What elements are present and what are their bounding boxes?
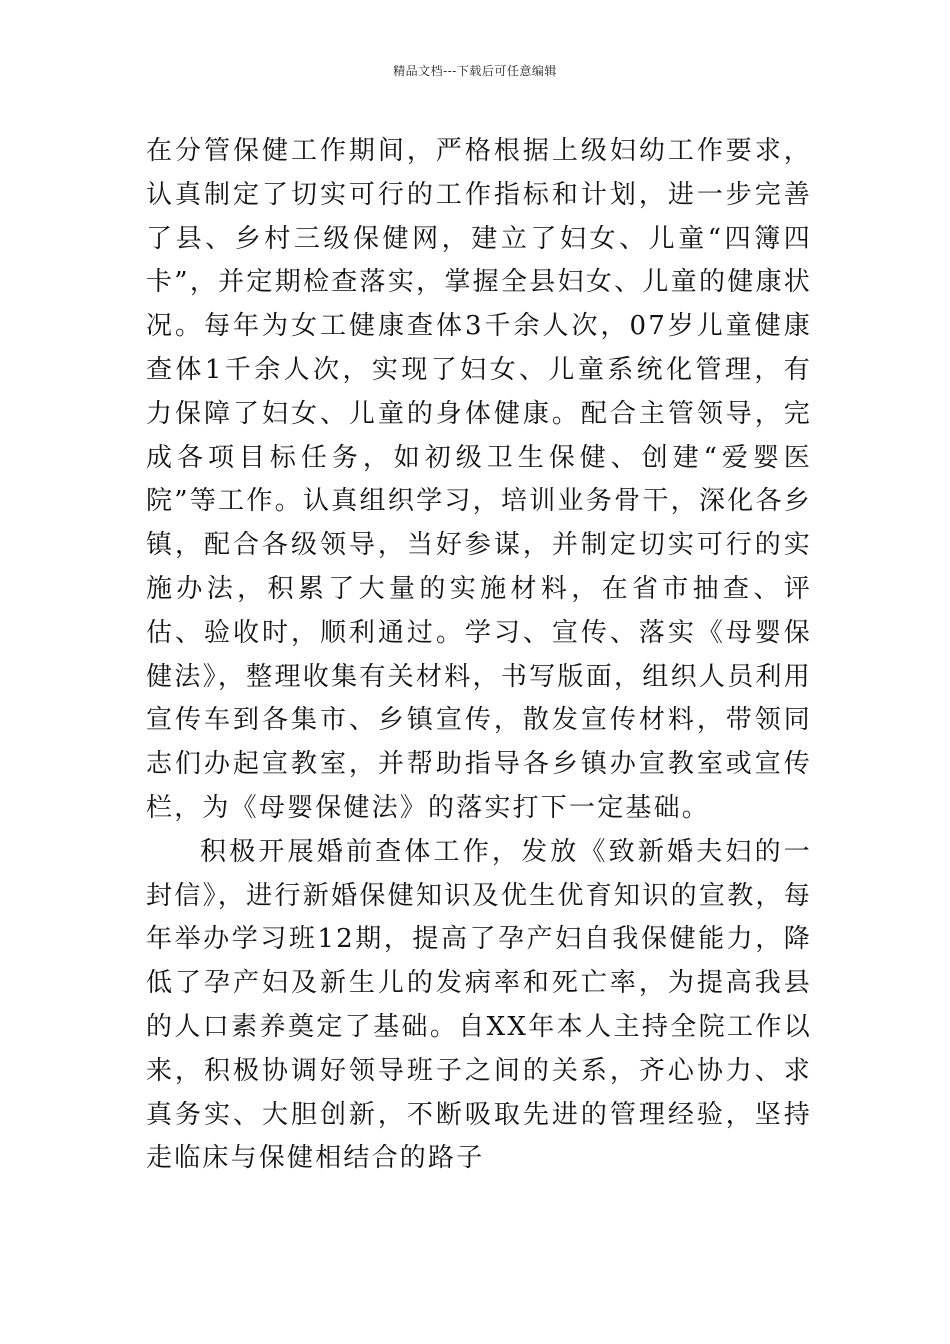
document-body	[146, 130, 812, 1181]
paragraph-1: 在分管保健工作期间，严格根据上级妇幼工作要求，认真制定了切实可行的工作指标和计划，进一步完善了县、乡村三级保健网，建立了妇女、儿童“四簿四卡”，并定期检查落实，掌握全县妇女、儿童的健康状况。每年为女工健康查体3千余人次，07岁儿童健康查体1千余人次，实现了妇女、儿童系统化管理，有力保障了妇女、儿童的身体健康。配合主管领导，完成各项目标任务，如初级卫生保健、创建“爱婴医院”等工作。认真组织学习，培训业务骨干，深化各乡镇，配合各级领导，当好参谋，并制定切实可行的实施办法，积累了大量的实施材料，在省市抽查、评估、验收时，顺利通过。学习、宣传、落实《母婴保健法》，整理收集有关材料，书写版面，组织人员利用宣传车到各集市、乡镇宣传，散发宣传材料，带领同志们办起宣教室，并帮助指导各乡镇办宣教室或宣传栏，为《母婴保健法》的落实打下一定基础。	[146, 136, 812, 823]
paragraph-2: 积极开展婚前查体工作，发放《致新婚夫妇的一封信》，进行新婚保健知识及优生优育知识的宣教，每年举办学习班12期，提高了孕产妇自我保健能力，降低了孕产妇及新生儿的发病率和死亡率，为提高我县的人口素养奠定了基础。自XX年本人主持全院工作以来，积极协调好领导班子之间的关系，齐心协力、求真务实、大胆创新，不断吸取先进的管理经验，坚持走临床与保健相结合的路子	[146, 836, 812, 1174]
page-header: 精品文档---下载后可任意编辑	[393, 64, 557, 78]
